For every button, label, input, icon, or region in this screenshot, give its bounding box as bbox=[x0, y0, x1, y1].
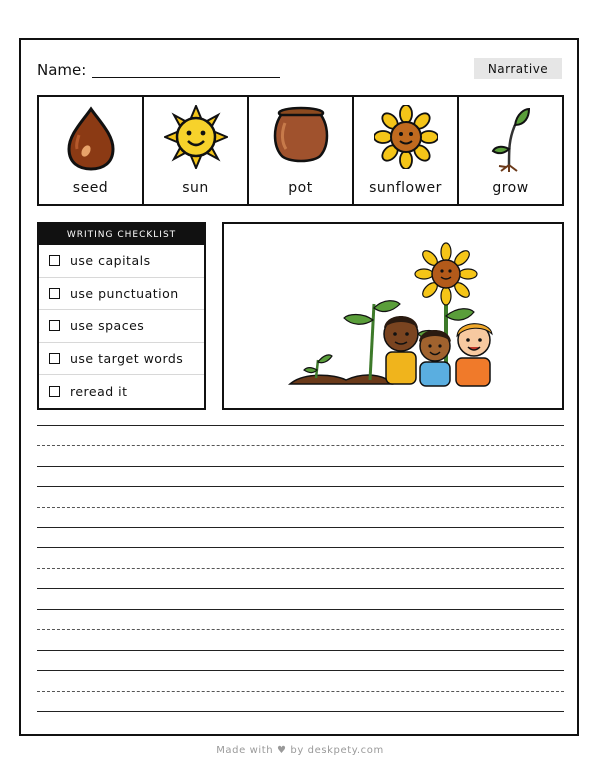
story-picture bbox=[222, 222, 564, 410]
heart-icon: ♥ bbox=[277, 745, 287, 756]
checkbox[interactable] bbox=[49, 320, 60, 331]
writing-line[interactable] bbox=[37, 588, 564, 589]
checklist-item[interactable] bbox=[39, 245, 204, 278]
word-card-sunflower bbox=[354, 97, 459, 204]
footer bbox=[0, 745, 600, 756]
checklist-item[interactable] bbox=[39, 310, 204, 343]
writing-line[interactable] bbox=[37, 527, 564, 528]
word-label: sun bbox=[182, 180, 209, 196]
checkbox[interactable] bbox=[49, 353, 60, 364]
writing-guide-line bbox=[37, 507, 564, 508]
checklist-item-label: use target words bbox=[70, 351, 184, 367]
writing-line[interactable] bbox=[37, 547, 564, 548]
sunflower-icon bbox=[374, 105, 438, 169]
writing-line[interactable] bbox=[37, 650, 564, 651]
checklist-item[interactable] bbox=[39, 278, 204, 311]
genre-badge: Narrative bbox=[474, 58, 562, 79]
worksheet bbox=[19, 38, 579, 736]
footer-link[interactable]: by deskpety.com bbox=[290, 745, 384, 756]
checklist-item[interactable] bbox=[39, 375, 204, 408]
writing-guide-line bbox=[37, 629, 564, 630]
writing-guide-line bbox=[37, 691, 564, 692]
name-label: Name: bbox=[37, 61, 87, 79]
writing-line[interactable] bbox=[37, 670, 564, 671]
pot-icon bbox=[269, 105, 333, 169]
sun-icon bbox=[164, 105, 228, 169]
word-label: seed bbox=[72, 180, 109, 196]
checkbox[interactable] bbox=[49, 386, 60, 397]
checkbox[interactable] bbox=[49, 288, 60, 299]
word-card-seed bbox=[39, 97, 144, 204]
checklist-title: WRITING CHECKLIST bbox=[39, 224, 204, 245]
checklist-item[interactable] bbox=[39, 343, 204, 376]
word-card-pot bbox=[249, 97, 354, 204]
children-sunflower-illustration bbox=[224, 224, 562, 408]
word-card-sun bbox=[144, 97, 249, 204]
checklist-item-label: use capitals bbox=[70, 253, 151, 269]
checklist-item-label: use spaces bbox=[70, 318, 145, 334]
writing-checklist bbox=[37, 222, 206, 410]
target-words-row bbox=[37, 95, 564, 206]
name-line[interactable] bbox=[92, 77, 280, 78]
word-label: sunflower bbox=[369, 180, 442, 196]
writing-guide-line bbox=[37, 568, 564, 569]
sprout-icon bbox=[479, 105, 543, 173]
checklist-item-label: reread it bbox=[70, 384, 128, 400]
writing-line[interactable] bbox=[37, 609, 564, 610]
checkbox[interactable] bbox=[49, 255, 60, 266]
writing-line[interactable] bbox=[37, 425, 564, 426]
checklist-item-label: use punctuation bbox=[70, 285, 179, 301]
writing-line[interactable] bbox=[37, 486, 564, 487]
word-label: pot bbox=[288, 180, 313, 196]
word-label: grow bbox=[492, 180, 529, 196]
seed-icon bbox=[59, 105, 123, 173]
word-card-grow bbox=[459, 97, 562, 204]
writing-line[interactable] bbox=[37, 711, 564, 712]
footer-made-with: Made with bbox=[216, 745, 274, 756]
writing-guide-line bbox=[37, 445, 564, 446]
writing-line[interactable] bbox=[37, 466, 564, 467]
